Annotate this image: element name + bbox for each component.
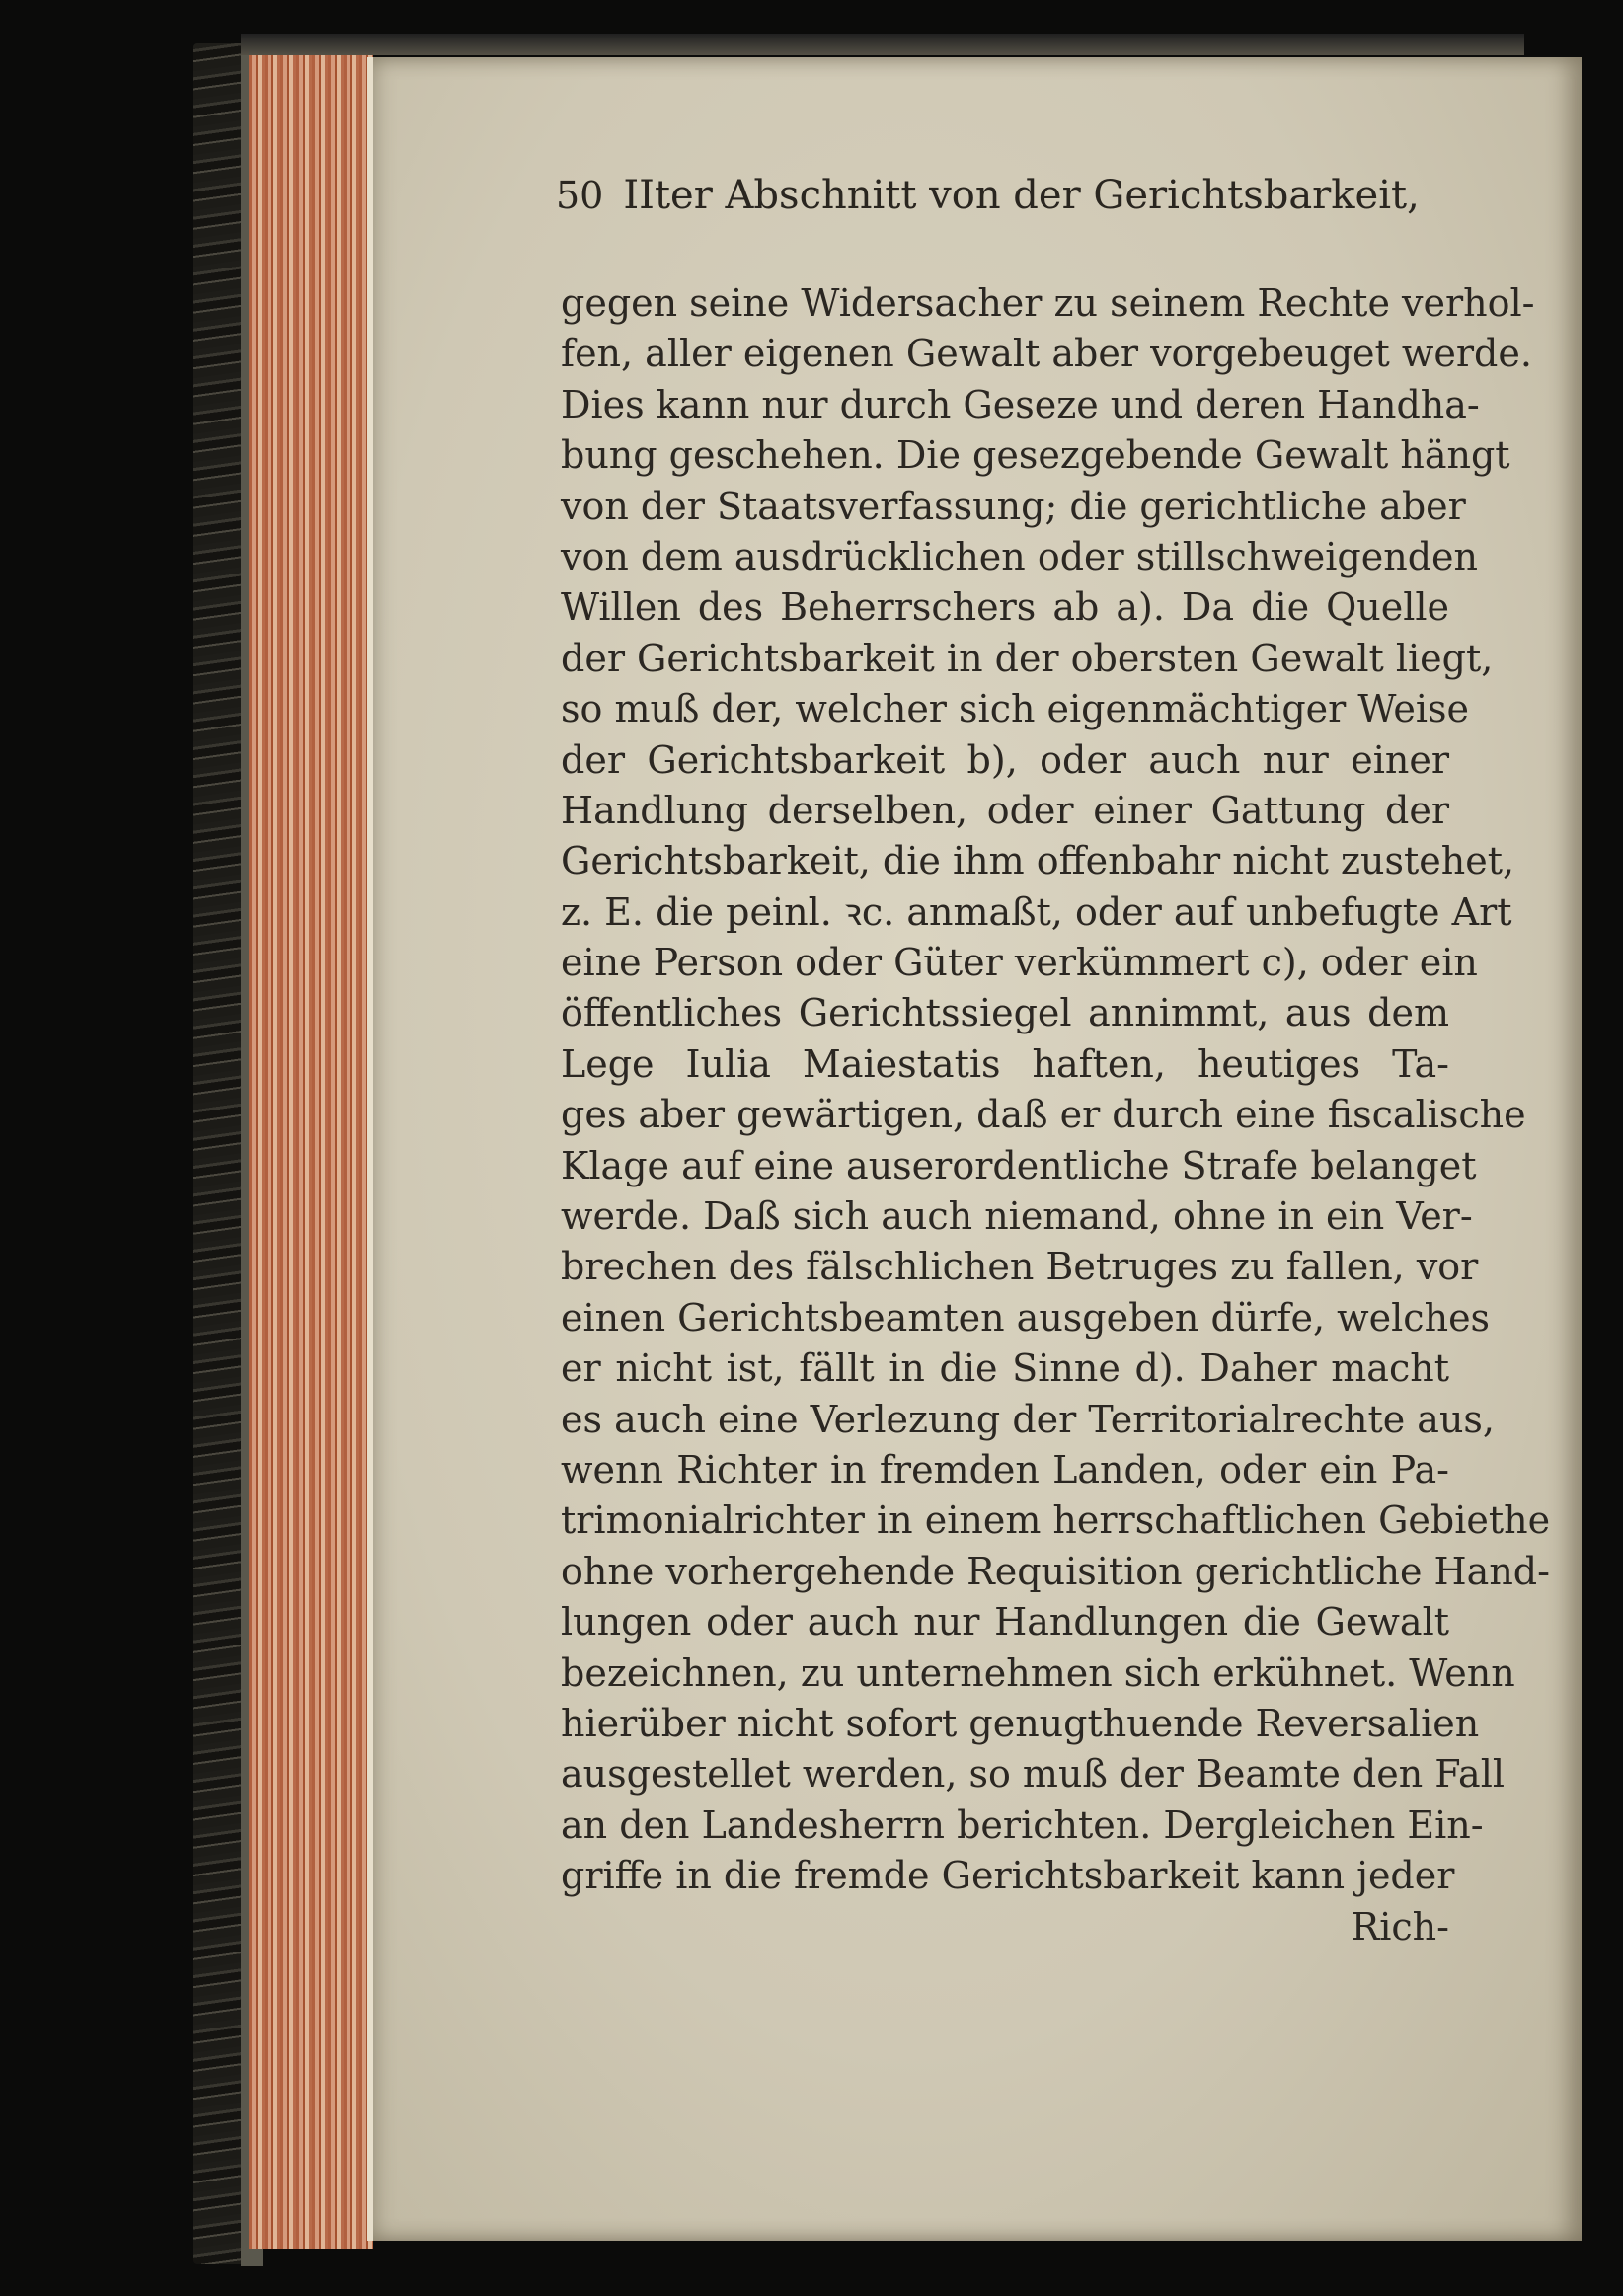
text-line: bezeichnen, zu unternehmen sich erkühnet. Wenn xyxy=(561,1650,1515,1695)
text-line: Lege Iulia Maiestatis haften, heutiges Ta- xyxy=(561,1041,1449,1086)
text-line: an den Landesherrn berichten. Dergleichen Ein- xyxy=(561,1802,1484,1847)
page-edges xyxy=(249,45,373,2249)
text-line: fen, aller eigenen Gewalt aber vorgebeuget werde. xyxy=(561,332,1532,376)
text-line: Klage auf eine auserordentliche Strafe belanget xyxy=(561,1143,1477,1187)
text-line: von dem ausdrücklichen oder stillschweigenden xyxy=(561,534,1478,578)
catchword: Rich- xyxy=(1351,1904,1449,1949)
text-line: einen Gerichtsbeamten ausgeben dürfe, welches xyxy=(561,1295,1491,1339)
text-line: er nicht ist, fällt in die Sinne d). Daher macht xyxy=(561,1346,1449,1391)
running-head-title: IIter Abschnitt von der Gerichtsbarkeit, xyxy=(623,173,1420,218)
text-line: Willen des Beherrschers ab a). Da die Quelle xyxy=(561,585,1449,630)
text-line: wenn Richter in fremden Landen, oder ein Pa- xyxy=(561,1447,1449,1492)
text-line: ohne vorhergehende Requisition gerichtliche Hand- xyxy=(561,1549,1550,1593)
text-line: bung geschehen. Die gesezgebende Gewalt hängt xyxy=(561,433,1510,478)
text-line: gegen seine Widersacher zu seinem Rechte verhol- xyxy=(561,281,1535,325)
text-line: ges aber gewärtigen, daß er durch eine fiscalische xyxy=(561,1093,1526,1137)
text-line: so muß der, welcher sich eigenmächtiger Weise xyxy=(561,687,1469,731)
body-text xyxy=(561,278,1551,1952)
text-line: eine Person oder Güter verkümmert c), oder ein xyxy=(561,941,1478,985)
text-line: hierüber nicht sofort genugthuende Reversalien xyxy=(561,1701,1480,1745)
text-line: der Gerichtsbarkeit b), oder auch nur einer xyxy=(561,737,1449,782)
text-line: öffentliches Gerichtssiegel annimmt, aus dem xyxy=(561,991,1449,1035)
text-line: lungen oder auch nur Handlungen die Gewalt xyxy=(561,1600,1449,1645)
text-line: Handlung derselben, oder einer Gattung der xyxy=(561,788,1449,832)
text-line: brechen des fälschlichen Betruges zu fallen, vor xyxy=(561,1245,1479,1289)
page-gutter xyxy=(367,57,373,2241)
text-line: der Gerichtsbarkeit in der obersten Gewalt liegt, xyxy=(561,636,1494,680)
page-number: 50 xyxy=(556,174,604,217)
text-line: z. E. die peinl. ꝛc. anmaßt, oder auf unbefugte Art xyxy=(561,889,1512,934)
text-line: werde. Daß sich auch niemand, ohne in ein Ver- xyxy=(561,1194,1473,1239)
text-line: Dies kann nur durch Geseze und deren Handha- xyxy=(561,382,1480,426)
text-line: von der Staatsverfassung; die gerichtliche aber xyxy=(561,484,1466,528)
text-line: Gerichtsbarkeit, die ihm offenbahr nicht zustehet, xyxy=(561,839,1515,883)
top-shadow xyxy=(241,34,1524,55)
text-line: ausgestellet werden, so muß der Beamte den Fall xyxy=(561,1752,1506,1797)
running-head xyxy=(556,173,1420,218)
text-line: griffe in die fremde Gerichtsbarkeit kann jeder xyxy=(561,1854,1455,1898)
text-line: trimonialrichter in einem herrschaftlichen Gebiethe xyxy=(561,1498,1551,1543)
text-line: es auch eine Verlezung der Territorialrechte aus, xyxy=(561,1397,1495,1441)
